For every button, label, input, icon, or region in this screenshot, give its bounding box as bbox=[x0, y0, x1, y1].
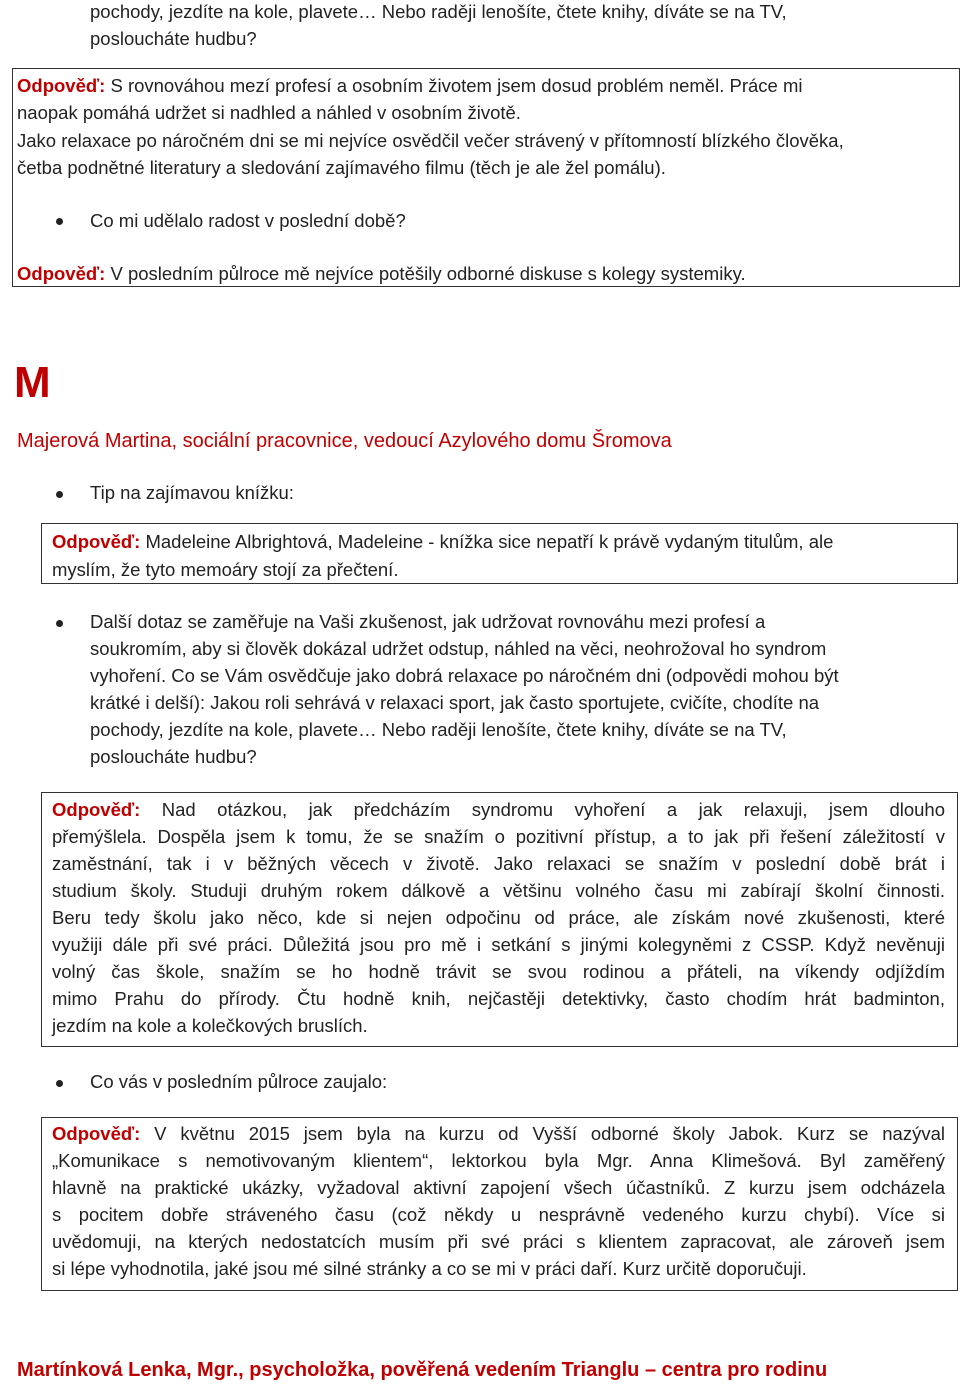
question-line: pochody, jezdíte na kole, plavete… Nebo raději lenošíte, čtete knihy, díváte se na TV, bbox=[90, 1, 787, 22]
bullet-icon bbox=[56, 1080, 63, 1087]
bullet-question: soukromím, aby si člověk dokázal udržet odstup, náhled na věci, neohrožoval ho syndrom bbox=[90, 638, 827, 659]
answer-line: hlavně na praktické ukázky, vyžadoval aktivní zapojení všech účastníků. Z kurzu jsem odcházela bbox=[52, 1177, 945, 1198]
bullet-icon bbox=[56, 491, 63, 498]
answer-line: „Komunikace s nemotivovaným klientem“, lektorkou byla Mgr. Anna Klimešová. Byl zaměřený bbox=[52, 1150, 945, 1171]
answer-line: přemýšlela. Dospěla jsem k tomu, že se snažím o pozitivní přístup, a to jak při řešení záležitostí v bbox=[52, 826, 945, 847]
answer-line: Odpověď: Madeleine Albrightová, Madeleine - knížka sice nepatří k právě vydaným titulům, ale bbox=[52, 531, 834, 552]
answer-paragraph bbox=[52, 1120, 945, 1282]
answer-line: Odpověď: S rovnováhou mezí profesí a osobním životem jsem dosud problém neměl. Práce mi bbox=[17, 75, 803, 96]
bullet-question: pochody, jezdíte na kole, plavete… Nebo raději lenošíte, čtete knihy, díváte se na TV, bbox=[90, 719, 787, 740]
answer-line: využiji dále při své práci. Důležitá jsou pro mě i setkání s jinými kolegyněmi z CSSP. Když nevěnuji bbox=[52, 934, 945, 955]
bullet-question: Tip na zajímavou knížku: bbox=[90, 482, 294, 503]
bullet-icon bbox=[56, 218, 63, 225]
answer-paragraph bbox=[52, 796, 945, 1039]
person-name-heading: Majerová Martina, sociální pracovnice, vedoucí Azylového domu Šromova bbox=[17, 430, 672, 452]
answer-line: uvědomuji, na kterých nedostatcích musím při své práci s klientem zapracovat, ale zároveň jsem bbox=[52, 1231, 945, 1252]
answer-line: myslím, že tyto memoáry stojí za přečtení. bbox=[52, 559, 399, 580]
section-letter: M bbox=[14, 358, 51, 407]
bullet-icon bbox=[56, 620, 63, 627]
answer-line: Beru tedy školu jako něco, kde si nejen odpočinu od práce, ale získám nové zkušenosti, které bbox=[52, 907, 945, 928]
answer-line: jezdím na kole a kolečkových bruslích. bbox=[52, 1015, 368, 1036]
answer-line: volný čas škole, snažím se ho hodně trávit se svou rodinou a přáteli, na víkendy odjíždím bbox=[52, 961, 945, 982]
answer-label: Odpověď: bbox=[17, 263, 106, 284]
answer-line: četba podnětné literatury a sledování zajímavého filmu (těch je ale žel pomálu). bbox=[17, 157, 666, 178]
answer-label: Odpověď: bbox=[52, 531, 141, 552]
bullet-question: vyhoření. Co se Vám osvědčuje jako dobrá relaxace po náročném dni (odpovědi mohou být bbox=[90, 665, 839, 686]
bullet-question: Další dotaz se zaměřuje na Vaši zkušenost, jak udržovat rovnováhu mezi profesí a bbox=[90, 611, 766, 632]
answer-label: Odpověď: bbox=[52, 1123, 141, 1144]
answer-line: Odpověď: V květnu 2015 jsem byla na kurzu od Vyšší odborné školy Jabok. Kurz se nazýval bbox=[52, 1123, 945, 1144]
answer-line: si lépe vyhodnotila, jaké jsou mé silné stránky a co se mi v práci daří. Kurz určitě doporučuji. bbox=[52, 1258, 807, 1279]
answer-label: Odpověď: bbox=[17, 75, 106, 96]
person-name-heading: Martínková Lenka, Mgr., psycholožka, pověřená vedením Trianglu – centra pro rodinu bbox=[17, 1359, 828, 1381]
answer-line: Odpověď: Nad otázkou, jak předcházím syndromu vyhoření a jak relaxuji, jsem dlouho bbox=[52, 799, 945, 820]
question-line: posloucháte hudbu? bbox=[90, 28, 257, 49]
bullet-question: Co mi udělalo radost v poslední době? bbox=[90, 210, 406, 231]
answer-line: studium školy. Studuji druhým rokem dálkově a většinu volného času mi zabírají školní činnosti. bbox=[52, 880, 945, 901]
answer-label: Odpověď: bbox=[52, 799, 141, 820]
answer-line: Jako relaxace po náročném dni se mi nejvíce osvědčil večer strávený v přítomností blízkého člověka, bbox=[17, 130, 844, 151]
answer-line: mimo Prahu do přírody. Čtu hodně knih, nejčastěji detektivky, často chodím hrát badminton, bbox=[52, 988, 945, 1009]
answer-line: Odpověď: V posledním půlroce mě nejvíce potěšily odborné diskuse s kolegy systemiky. bbox=[17, 263, 746, 284]
bullet-question: krátké i delší): Jakou roli sehrává v relaxaci sport, jak často sportujete, cvičíte, chodíte na bbox=[90, 692, 820, 713]
answer-line: s pocitem dobře stráveného času (což někdy u nesprávně vedeného kurzu chybí). Více si bbox=[52, 1204, 945, 1225]
bullet-question: Co vás v posledním půlroce zaujalo: bbox=[90, 1071, 388, 1092]
answer-line: zaměstnání, tak i v běžných věcech v životě. Jako relaxaci se snažím v poslední době brát i bbox=[52, 853, 945, 874]
bullet-question: posloucháte hudbu? bbox=[90, 746, 257, 767]
answer-line: naopak pomáhá udržet si nadhled a náhled v osobním životě. bbox=[17, 102, 521, 123]
